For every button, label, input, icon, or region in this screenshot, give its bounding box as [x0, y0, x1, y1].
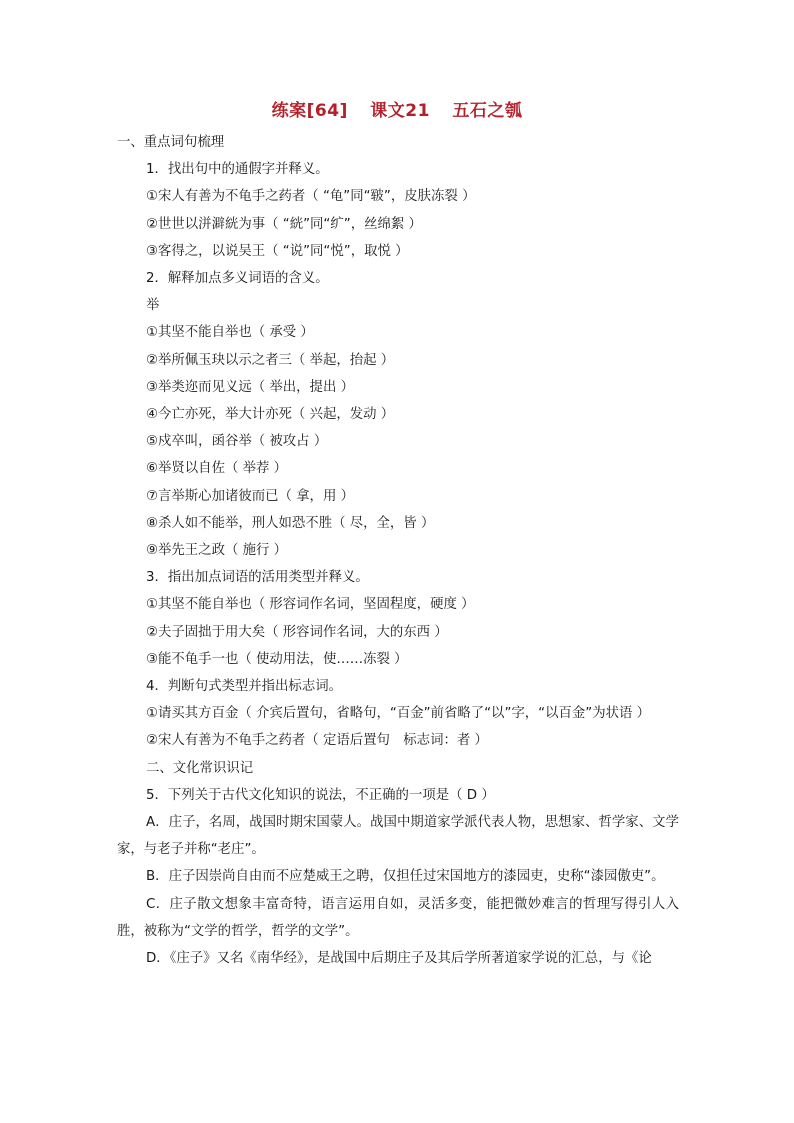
question-prompt: 3．指出加点词语的活用类型并释义。 — [146, 570, 369, 586]
answer-line: ②夫子固拙于用大矣（ 形容词作名词，大的东西 ） — [146, 624, 448, 640]
question-prompt: 1．找出句中的通假字并释义。 — [146, 162, 329, 178]
answer-line: ②举所佩玉玦以示之者三（ 举起，抬起 ） — [146, 352, 395, 368]
option-d: D．《庄子》又名《南华经》，是战国中后期庄子及其后学所著道家学说的汇总，与《论 — [146, 951, 652, 967]
answer-line: ②宋人有善为不龟手之药者（ 定语后置句 标志词：者 ） — [146, 733, 488, 749]
question-prompt: 5．下列关于古代文化知识的说法，不正确的一项是（ D ） — [146, 787, 495, 803]
title-exercise-number: 练案[64] — [271, 101, 348, 121]
answer-line: ②世世以洴澼絖为事（ “絖”同“纩”，丝绵絮 ） — [146, 216, 422, 232]
title-lesson-number: 课文21 — [370, 101, 430, 121]
answer-line: ①宋人有善为不龟手之药者（ “龟”同“皲”，皮肤冻裂 ） — [146, 189, 476, 205]
section-heading: 一、重点词句梳理 — [117, 135, 225, 150]
option-b: B．庄子因崇尚自由而不应楚威王之聘，仅担任过宋国地方的漆园吏，史称“漆园傲吏”。 — [146, 869, 665, 885]
answer-line: ①其坚不能自举也（ 形容词作名词，坚固程度，硬度 ） — [146, 597, 475, 613]
question-prompt: 2．解释加点多义词语的含义。 — [146, 271, 329, 287]
page-title — [0, 96, 794, 121]
title-lesson-name: 五石之瓠 — [452, 101, 523, 121]
answer-line: ③能不龟手一也（ 使动用法，使……冻裂 ） — [146, 651, 408, 667]
answer-line: ⑨举先王之政（ 施行 ） — [146, 543, 288, 559]
answer-line: ⑧杀人如不能举，刑人如恐不胜（ 尽，全，皆 ） — [146, 515, 435, 531]
option-c: C．庄子散文想象丰富奇特，语言运用自如，灵活多变，能把微妙难言的哲理写得引人入胜，被称为“文学的哲学，哲学的文学”。 — [117, 896, 679, 939]
keyword-heading: 举 — [146, 298, 160, 314]
answer-line: ⑤戍卒叫，函谷举（ 被攻占 ） — [146, 434, 328, 450]
answer-line: ①其坚不能自举也（ 承受 ） — [146, 325, 314, 341]
answer-paragraph: ①请买其方百金（ 介宾后置句，省略句，“百金”前省略了“以”字，“以百金”为状语 ） — [146, 706, 651, 722]
section-heading: 二、文化常识识记 — [146, 760, 254, 776]
answer-line: ③客得之，以说吴王（ “说”同“悦”，取悦 ） — [146, 243, 409, 259]
option-a: A．庄子，名周，战国时期宋国蒙人。战国中期道家学派代表人物，思想家、哲学家、文学家，与老子并称“老庄”。 — [117, 815, 679, 858]
question-prompt: 4．判断句式类型并指出标志词。 — [146, 679, 342, 695]
answer-line: ③举类迩而见义远（ 举出，提出 ） — [146, 379, 354, 395]
answer-line: ⑥举贤以自佐（ 举荐 ） — [146, 461, 288, 477]
answer-line: ④今亡亦死，举大计亦死（ 兴起，发动 ） — [146, 407, 395, 423]
answer-line: ⑦言举斯心加诸彼而已（ 拿，用 ） — [146, 488, 354, 504]
document-body — [117, 129, 679, 972]
